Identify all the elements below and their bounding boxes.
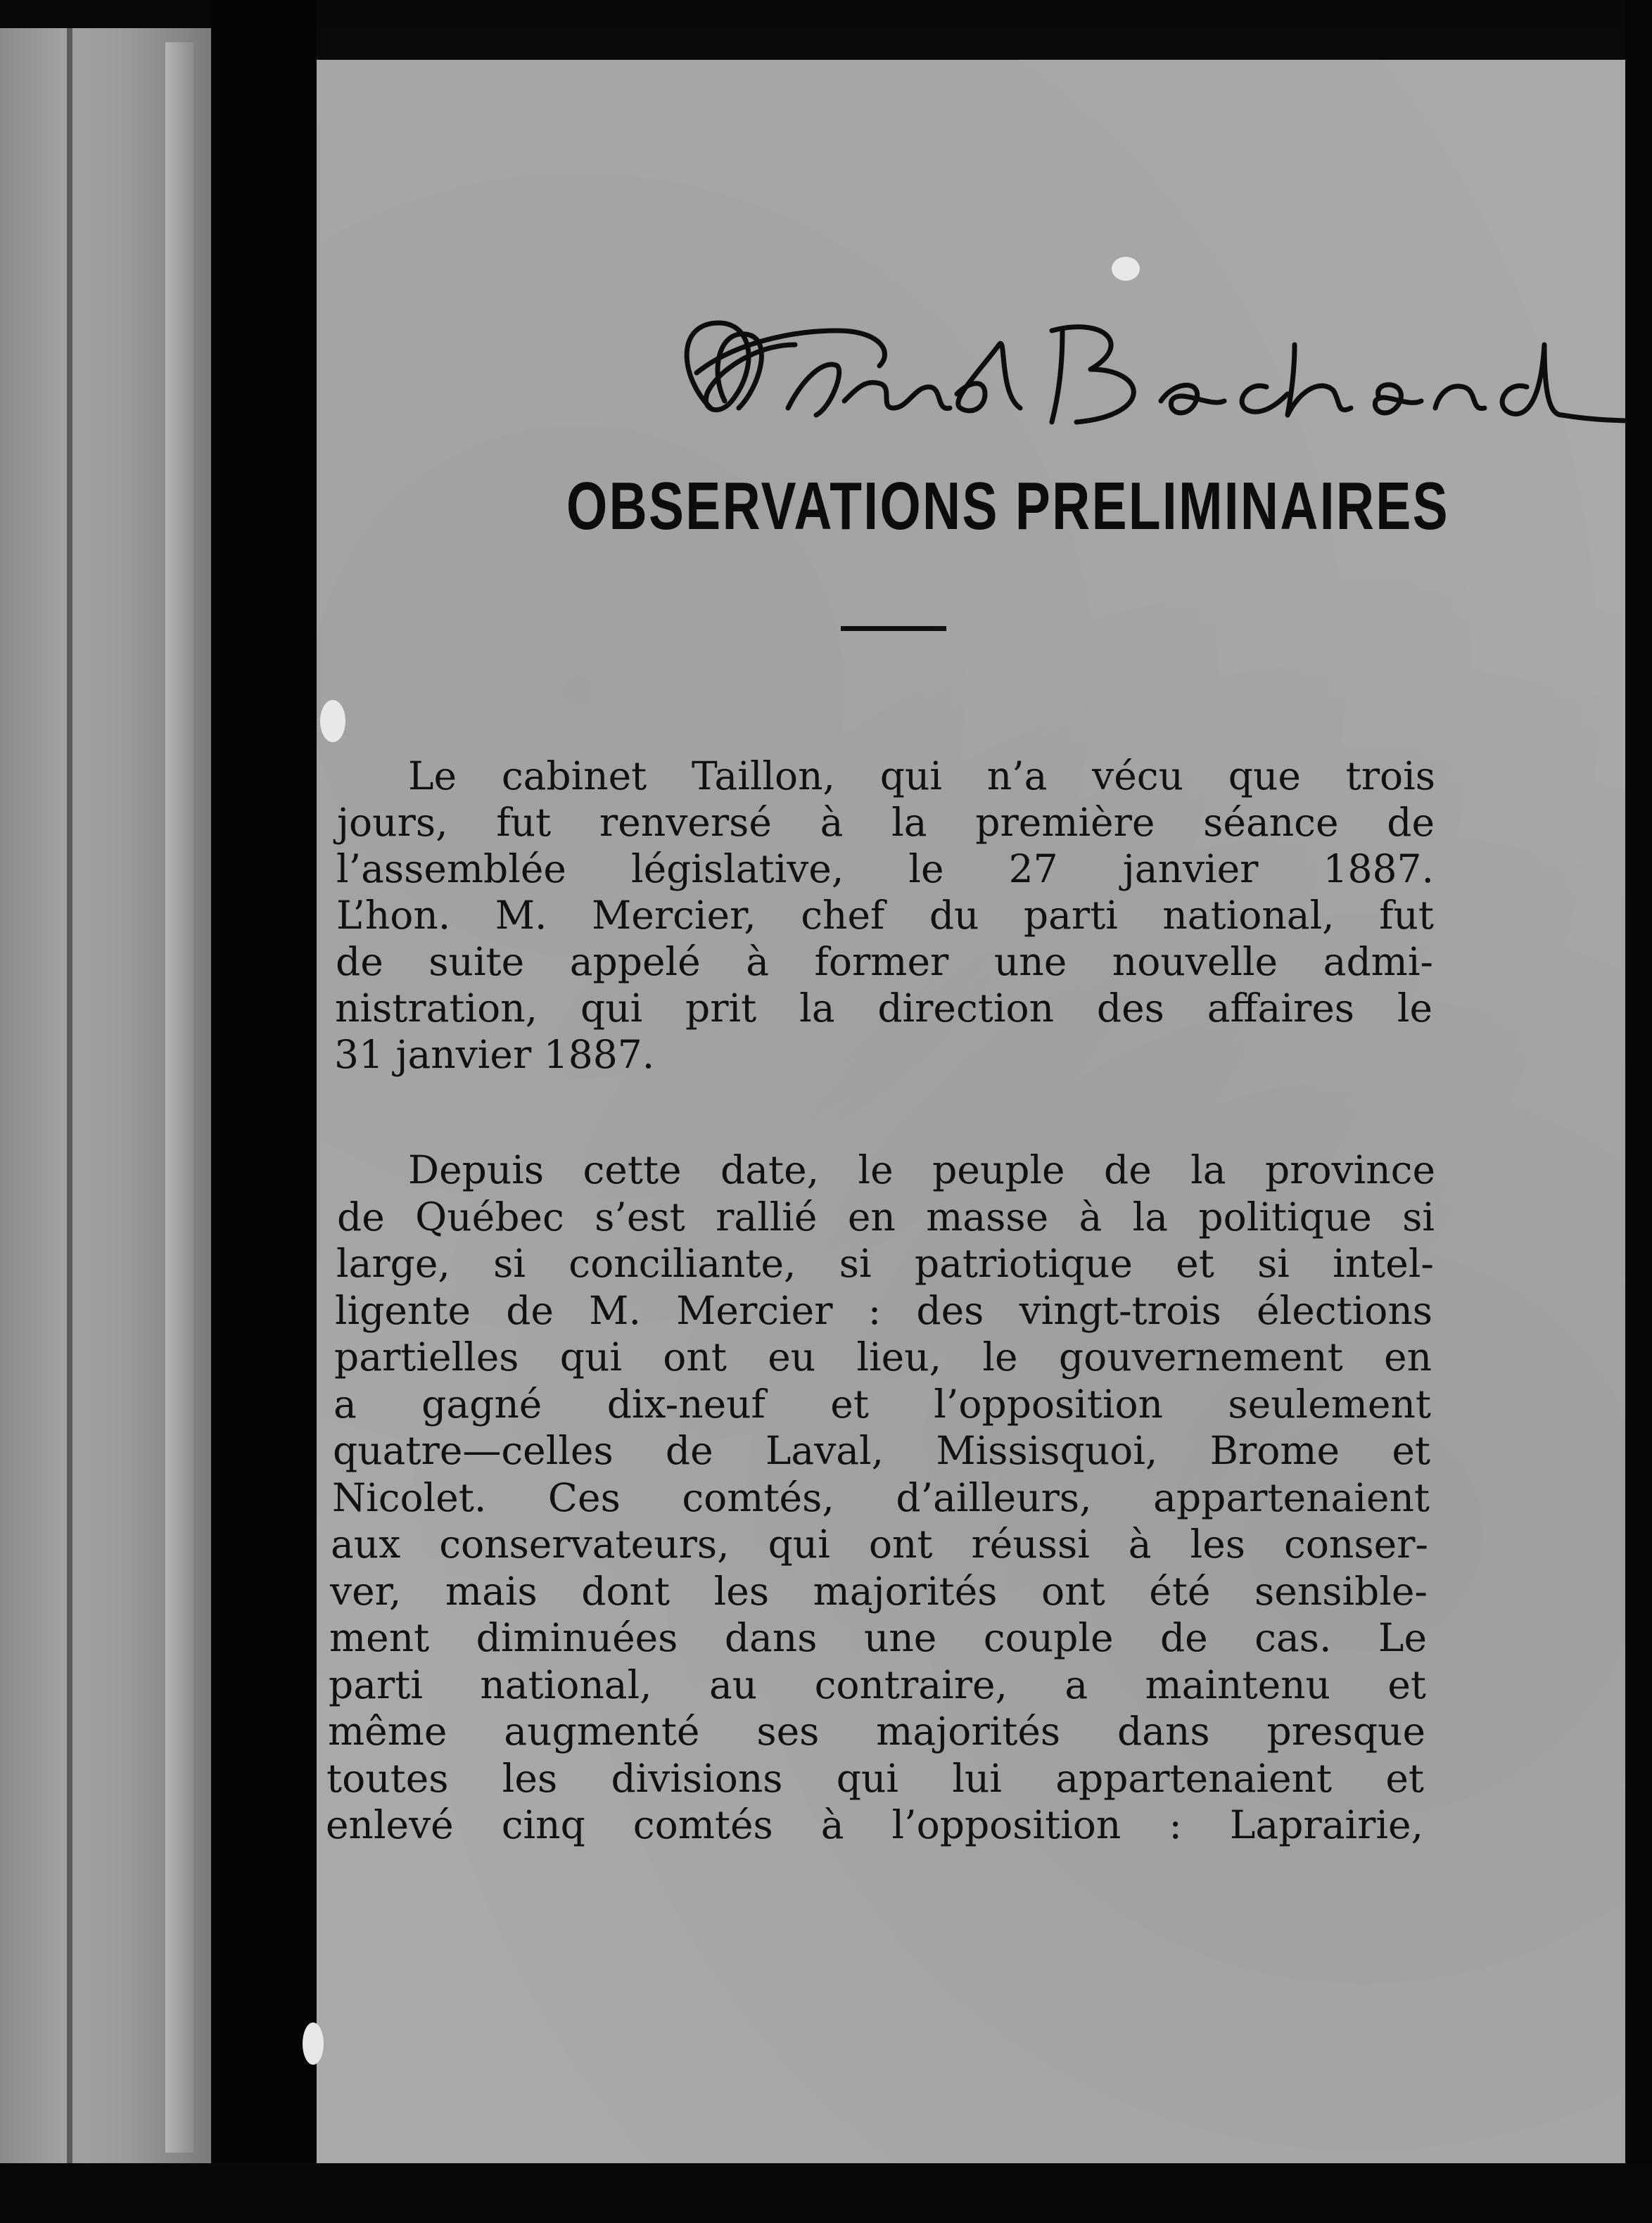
text-line: de Québec s’est rallié en masse à la politique si — [337, 1195, 1435, 1240]
text-line: Depuis cette date, le peuple de la province — [408, 1147, 1435, 1192]
text-line: L’hon. M. Mercier, chef du parti national, fut — [336, 893, 1434, 938]
handwritten-signature — [668, 302, 1652, 464]
scan-bottom-border — [0, 2163, 1652, 2223]
page-title: OBSERVATIONS PRELIMINAIRES — [566, 469, 1449, 544]
text-line: de suite appelé à former une nouvelle admi- — [336, 939, 1433, 984]
text-line: nistration, qui prit la direction des affaires le — [335, 986, 1432, 1031]
adjacent-page-fold — [67, 28, 72, 2167]
text-line: enlevé cinq comtés à l’opposition : Laprairie, — [326, 1802, 1423, 1847]
paper-speck — [320, 700, 345, 742]
text-line: quatre—celles de Laval, Missisquoi, Brome et — [333, 1428, 1430, 1473]
text-line: Nicolet. Ces comtés, d’ailleurs, appartenaient — [332, 1475, 1430, 1520]
text-line: même augmenté ses majorités dans presque — [328, 1709, 1425, 1754]
text-line: aux conservateurs, qui ont réussi à les conser- — [331, 1522, 1428, 1567]
paper-speck — [303, 2023, 324, 2065]
document-page — [317, 60, 1625, 2163]
adjacent-page-edge — [165, 42, 193, 2153]
text-line: parti national, au contraire, a maintenu et — [329, 1662, 1426, 1707]
text-line: a gagné dix-neuf et l’opposition seulement — [333, 1382, 1431, 1427]
text-line: ver, mais dont les majorités ont été sensible- — [330, 1569, 1428, 1614]
text-line: toutes les divisions qui lui appartenaient et — [326, 1756, 1424, 1801]
text-line: ment diminuées dans une couple de cas. Le — [329, 1615, 1427, 1660]
text-line: Le cabinet Taillon, qui n’a vécu que trois — [408, 753, 1435, 798]
text-line: l’assemblée législative, le 27 janvier 1887. — [336, 846, 1434, 891]
paper-speck — [1112, 257, 1140, 281]
text-line: large, si conciliante, si patriotique et si intel- — [336, 1241, 1434, 1286]
text-line: 31 janvier 1887. — [334, 1032, 655, 1077]
text-line: partielles qui ont eu lieu, le gouvernement en — [334, 1335, 1432, 1380]
text-line: ligente de M. Mercier : des vingt-trois élections — [335, 1288, 1432, 1333]
book-gutter — [211, 0, 317, 2223]
scan-right-border — [1625, 0, 1652, 2223]
text-line: jours, fut renversé à la première séance de — [337, 800, 1435, 845]
title-divider — [841, 626, 946, 631]
